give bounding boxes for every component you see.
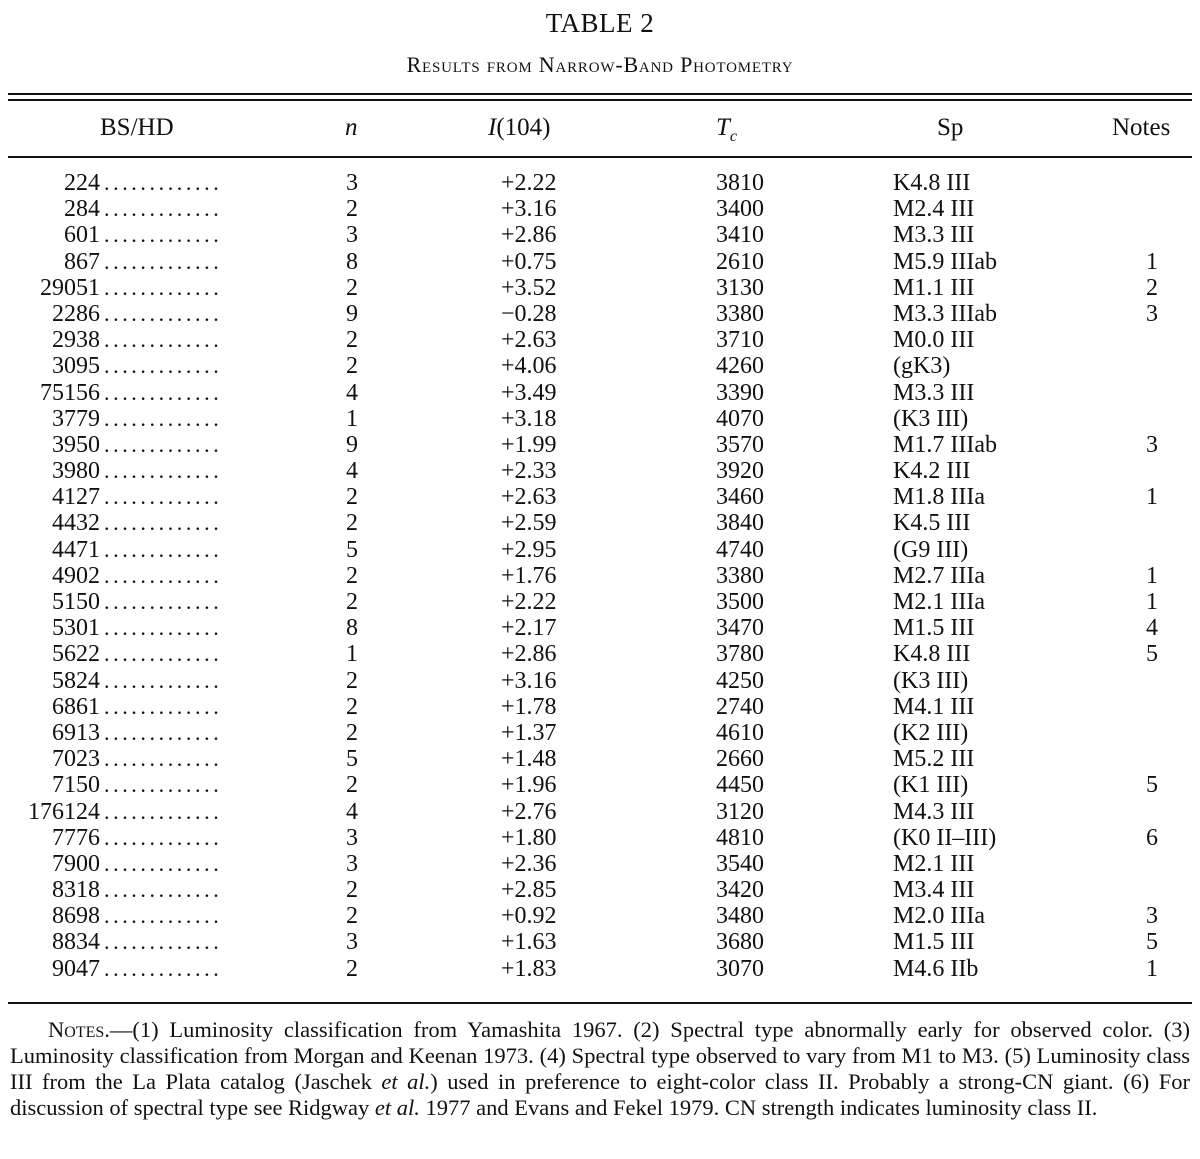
leader-dots: ............. — [104, 850, 223, 876]
cell-tc: 3500 — [716, 589, 764, 615]
table-row — [0, 589, 1200, 615]
cell-tc: 2740 — [716, 693, 764, 720]
leader-dots: ............. — [104, 248, 223, 274]
cell-bshd: 2938 — [52, 327, 100, 354]
table-row — [0, 537, 1200, 563]
table-row — [0, 380, 1200, 406]
cell-notes: 5 — [1146, 929, 1158, 956]
cell-tc: 3480 — [716, 903, 764, 930]
cell-tc: 3420 — [716, 877, 764, 904]
cell-i104: +4.06 — [501, 353, 557, 380]
cell-sp: (K2 III) — [893, 719, 969, 746]
cell-sp: M3.3 IIIab — [893, 300, 997, 327]
leader-dots: ............. — [104, 405, 223, 431]
cell-notes: 2 — [1146, 274, 1158, 301]
cell-i104: +2.76 — [501, 798, 557, 825]
cell-bshd: 5150 — [52, 589, 100, 615]
cell-i104: +0.75 — [501, 248, 557, 275]
cell-i104: +2.86 — [501, 222, 557, 249]
leader-dots: ............. — [104, 562, 223, 588]
leader-dots: ............. — [104, 379, 223, 405]
cell-n: 5 — [346, 536, 358, 563]
cell-notes: 3 — [1146, 300, 1158, 327]
cell-bshd: 7776 — [52, 824, 100, 851]
cell-tc: 3460 — [716, 484, 764, 511]
table-notes — [10, 1017, 1190, 1121]
cell-bshd: 8834 — [52, 929, 100, 956]
leader-dots: ............. — [104, 955, 223, 981]
notes-italic-text: et al. — [374, 1095, 420, 1120]
cell-sp: M1.8 IIIa — [893, 484, 985, 511]
table-row — [0, 353, 1200, 379]
cell-bshd: 5622 — [52, 641, 100, 668]
cell-i104: +3.49 — [501, 379, 557, 406]
cell-n: 2 — [346, 484, 358, 511]
leader-dots: ............. — [104, 274, 223, 300]
cell-tc: 3390 — [716, 379, 764, 406]
leader-dots: ............. — [104, 693, 223, 719]
header-sp: Sp — [937, 114, 964, 141]
table-row — [0, 929, 1200, 955]
leader-dots: ............. — [104, 353, 223, 379]
cell-sp: M5.9 IIIab — [893, 248, 997, 275]
leader-dots: ............. — [104, 300, 223, 326]
cell-sp: M2.4 III — [893, 196, 975, 223]
cell-sp: M3.3 III — [893, 222, 975, 249]
cell-sp: (K1 III) — [893, 772, 969, 799]
cell-bshd: 4471 — [52, 536, 100, 563]
cell-n: 2 — [346, 510, 358, 537]
leader-dots: ............. — [104, 929, 223, 955]
cell-sp: M2.0 IIIa — [893, 903, 985, 930]
cell-tc: 3380 — [716, 300, 764, 327]
cell-i104: +1.37 — [501, 719, 557, 746]
cell-i104: +2.63 — [501, 484, 557, 511]
cell-n: 2 — [346, 903, 358, 930]
cell-bshd: 7900 — [52, 850, 100, 877]
table-row — [0, 851, 1200, 877]
cell-sp: (K3 III) — [893, 405, 969, 432]
table-row — [0, 301, 1200, 327]
cell-n: 2 — [346, 667, 358, 694]
cell-sp: M1.1 III — [893, 274, 975, 301]
notes-italic-text: et al. — [381, 1069, 431, 1094]
cell-bshd: 4432 — [52, 510, 100, 537]
cell-notes: 1 — [1146, 484, 1158, 511]
leader-dots: ............. — [104, 615, 223, 641]
table-row — [0, 615, 1200, 641]
cell-i104: +0.92 — [501, 903, 557, 930]
cell-n: 3 — [346, 824, 358, 851]
cell-bshd: 2286 — [52, 300, 100, 327]
cell-sp: K4.5 III — [893, 510, 971, 537]
table-row — [0, 563, 1200, 589]
cell-notes: 3 — [1146, 431, 1158, 458]
table-row — [0, 484, 1200, 510]
cell-n: 2 — [346, 772, 358, 799]
cell-notes: 1 — [1146, 562, 1158, 589]
table-row — [0, 641, 1200, 667]
cell-n: 3 — [346, 929, 358, 956]
header-bshd: BS/HD — [100, 114, 174, 141]
cell-i104: +3.52 — [501, 274, 557, 301]
table-row — [0, 275, 1200, 301]
table-row — [0, 510, 1200, 536]
table-row — [0, 903, 1200, 929]
cell-bshd: 6861 — [52, 693, 100, 720]
cell-tc: 3070 — [716, 955, 764, 982]
cell-n: 8 — [346, 248, 358, 275]
leader-dots: ............. — [104, 196, 223, 222]
cell-sp: K4.8 III — [893, 641, 971, 668]
table-row — [0, 327, 1200, 353]
cell-sp: (K0 II–III) — [893, 824, 997, 851]
cell-n: 4 — [346, 798, 358, 825]
table-row — [0, 694, 1200, 720]
cell-sp: M5.2 III — [893, 746, 975, 773]
cell-bshd: 176124 — [28, 798, 100, 825]
cell-bshd: 4902 — [52, 562, 100, 589]
cell-notes: 5 — [1146, 641, 1158, 668]
cell-tc: 2660 — [716, 746, 764, 773]
cell-bshd: 601 — [64, 222, 100, 249]
cell-tc: 4740 — [716, 536, 764, 563]
cell-n: 1 — [346, 641, 358, 668]
cell-n: 9 — [346, 431, 358, 458]
cell-sp: M2.1 IIIa — [893, 589, 985, 615]
cell-i104: +3.18 — [501, 405, 557, 432]
cell-tc: 2610 — [716, 248, 764, 275]
cell-i104: +1.78 — [501, 693, 557, 720]
cell-tc: 3810 — [716, 170, 764, 196]
header-i104 — [488, 114, 550, 142]
cell-tc: 4610 — [716, 719, 764, 746]
table-row — [0, 432, 1200, 458]
cell-i104: +2.33 — [501, 458, 557, 485]
cell-n: 2 — [346, 196, 358, 223]
cell-sp: M3.4 III — [893, 877, 975, 904]
cell-bshd: 5824 — [52, 667, 100, 694]
header-i-symbol: I — [488, 114, 497, 141]
leader-dots: ............. — [104, 641, 223, 667]
cell-n: 3 — [346, 170, 358, 196]
leader-dots: ............. — [104, 719, 223, 745]
cell-n: 3 — [346, 222, 358, 249]
cell-bshd: 5301 — [52, 615, 100, 642]
cell-notes: 1 — [1146, 248, 1158, 275]
cell-tc: 4260 — [716, 353, 764, 380]
cell-bshd: 8318 — [52, 877, 100, 904]
cell-bshd: 7023 — [52, 746, 100, 773]
cell-n: 2 — [346, 877, 358, 904]
leader-dots: ............. — [104, 536, 223, 562]
cell-tc: 4810 — [716, 824, 764, 851]
header-n: n — [345, 114, 358, 141]
leader-dots: ............. — [104, 667, 223, 693]
notes-label: Notes. — [48, 1017, 110, 1042]
cell-i104: +2.95 — [501, 536, 557, 563]
cell-sp: M4.3 III — [893, 798, 975, 825]
cell-bshd: 284 — [64, 196, 100, 223]
cell-i104: +1.48 — [501, 746, 557, 773]
cell-n: 2 — [346, 274, 358, 301]
cell-tc: 3540 — [716, 850, 764, 877]
cell-i104: +2.36 — [501, 850, 557, 877]
cell-n: 5 — [346, 746, 358, 773]
cell-sp: (G9 III) — [893, 536, 969, 563]
header-t-subscript: c — [729, 128, 738, 145]
cell-i104: +1.63 — [501, 929, 557, 956]
cell-tc: 3920 — [716, 458, 764, 485]
cell-bshd: 3980 — [52, 458, 100, 485]
leader-dots: ............. — [104, 798, 223, 824]
cell-sp: M1.5 III — [893, 929, 975, 956]
table-title: Results from Narrow-Band Photometry — [406, 52, 794, 77]
notes-body — [10, 1017, 1190, 1120]
cell-n: 8 — [346, 615, 358, 642]
header-i-wavelength: (104) — [496, 114, 551, 141]
header-tc — [716, 114, 737, 146]
table-row — [0, 956, 1200, 982]
cell-i104: +1.76 — [501, 562, 557, 589]
cell-n: 2 — [346, 719, 358, 746]
cell-bshd: 4127 — [52, 484, 100, 511]
cell-sp: (K3 III) — [893, 667, 969, 694]
top-rule-second — [8, 99, 1192, 101]
table-row — [0, 196, 1200, 222]
cell-sp: M2.1 III — [893, 850, 975, 877]
leader-dots: ............. — [104, 222, 223, 248]
header-t-symbol: T — [716, 114, 730, 141]
notes-text: —(1) Luminosity classification from Yamashita 1967. (2) Spectral type abnormally early for observed color. (3) Luminosity classification from Morgan and Keenan 1973. (4) Spectral type observed to vary from M1 to M3. (5) Luminosity class III from the La Plata catalog (Jaschek — [10, 1017, 1190, 1094]
leader-dots: ............. — [104, 458, 223, 484]
cell-n: 2 — [346, 353, 358, 380]
cell-bshd: 867 — [64, 248, 100, 275]
cell-sp: M2.7 IIIa — [893, 562, 985, 589]
table-row — [0, 406, 1200, 432]
cell-tc: 3400 — [716, 196, 764, 223]
cell-sp: K4.2 III — [893, 458, 971, 485]
leader-dots: ............. — [104, 170, 223, 195]
cell-tc: 3710 — [716, 327, 764, 354]
table-row — [0, 877, 1200, 903]
cell-n: 2 — [346, 589, 358, 615]
table-row — [0, 170, 1200, 196]
cell-n: 1 — [346, 405, 358, 432]
table-row — [0, 746, 1200, 772]
leader-dots: ............. — [104, 746, 223, 772]
notes-text: ) used in preference to eight-color class II. Probably a strong-CN giant. (6) For discussion of spectral type see Ridgway — [10, 1069, 1190, 1120]
table-row — [0, 668, 1200, 694]
header-rule — [8, 156, 1192, 158]
table-row — [0, 720, 1200, 746]
cell-notes: 1 — [1146, 955, 1158, 982]
cell-sp: M4.6 IIb — [893, 955, 979, 982]
cell-i104: −0.28 — [501, 300, 557, 327]
cell-sp: M1.7 IIIab — [893, 431, 997, 458]
cell-bshd: 8698 — [52, 903, 100, 930]
bottom-rule — [8, 1002, 1192, 1004]
cell-notes: 4 — [1146, 615, 1158, 642]
cell-i104: +1.83 — [501, 955, 557, 982]
cell-tc: 3380 — [716, 562, 764, 589]
cell-notes: 1 — [1146, 589, 1158, 615]
cell-tc: 4450 — [716, 772, 764, 799]
cell-n: 2 — [346, 693, 358, 720]
cell-i104: +2.63 — [501, 327, 557, 354]
leader-dots: ............. — [104, 877, 223, 903]
cell-n: 2 — [346, 562, 358, 589]
cell-n: 4 — [346, 458, 358, 485]
top-rule — [8, 93, 1192, 95]
leader-dots: ............. — [104, 589, 223, 614]
cell-bshd: 7150 — [52, 772, 100, 799]
cell-tc: 3470 — [716, 615, 764, 642]
cell-notes: 5 — [1146, 772, 1158, 799]
table-row — [0, 799, 1200, 825]
cell-notes: 3 — [1146, 903, 1158, 930]
table-row — [0, 249, 1200, 275]
leader-dots: ............. — [104, 824, 223, 850]
cell-sp: M3.3 III — [893, 379, 975, 406]
leader-dots: ............. — [104, 772, 223, 798]
table-body — [0, 170, 1200, 982]
cell-bshd: 6913 — [52, 719, 100, 746]
cell-i104: +1.80 — [501, 824, 557, 851]
cell-i104: +2.85 — [501, 877, 557, 904]
cell-i104: +3.16 — [501, 196, 557, 223]
cell-tc: 3570 — [716, 431, 764, 458]
cell-tc: 3680 — [716, 929, 764, 956]
leader-dots: ............. — [104, 484, 223, 510]
leader-dots: ............. — [104, 903, 223, 929]
cell-sp: M1.5 III — [893, 615, 975, 642]
cell-tc: 4070 — [716, 405, 764, 432]
leader-dots: ............. — [104, 431, 223, 457]
cell-i104: +2.59 — [501, 510, 557, 537]
cell-bshd: 3779 — [52, 405, 100, 432]
cell-sp: (gK3) — [893, 353, 951, 380]
cell-i104: +3.16 — [501, 667, 557, 694]
cell-sp: M4.1 III — [893, 693, 975, 720]
cell-sp: M0.0 III — [893, 327, 975, 354]
cell-n: 9 — [346, 300, 358, 327]
cell-i104: +2.22 — [501, 170, 557, 196]
cell-n: 2 — [346, 955, 358, 982]
table-row — [0, 825, 1200, 851]
cell-bshd: 224 — [64, 170, 100, 196]
cell-n: 3 — [346, 850, 358, 877]
cell-bshd: 3950 — [52, 431, 100, 458]
notes-text: 1977 and Evans and Fekel 1979. CN strength indicates luminosity class II. — [419, 1095, 1098, 1120]
cell-i104: +1.96 — [501, 772, 557, 799]
header-notes: Notes — [1112, 114, 1171, 141]
cell-bshd: 75156 — [40, 379, 100, 406]
cell-i104: +1.99 — [501, 431, 557, 458]
cell-bshd: 9047 — [52, 955, 100, 982]
leader-dots: ............. — [104, 510, 223, 536]
cell-bshd: 3095 — [52, 353, 100, 380]
cell-i104: +2.22 — [501, 589, 557, 615]
cell-tc: 3120 — [716, 798, 764, 825]
table-row — [0, 458, 1200, 484]
cell-tc: 4250 — [716, 667, 764, 694]
leader-dots: ............. — [104, 327, 223, 353]
table-row — [0, 772, 1200, 798]
table-row — [0, 222, 1200, 248]
cell-i104: +2.86 — [501, 641, 557, 668]
cell-tc: 3780 — [716, 641, 764, 668]
table-number: TABLE 2 — [545, 8, 655, 38]
cell-bshd: 29051 — [40, 274, 100, 301]
cell-n: 2 — [346, 327, 358, 354]
cell-i104: +2.17 — [501, 615, 557, 642]
cell-n: 4 — [346, 379, 358, 406]
cell-notes: 6 — [1146, 824, 1158, 851]
cell-tc: 3840 — [716, 510, 764, 537]
cell-sp: K4.8 III — [893, 170, 971, 196]
cell-tc: 3410 — [716, 222, 764, 249]
cell-tc: 3130 — [716, 274, 764, 301]
